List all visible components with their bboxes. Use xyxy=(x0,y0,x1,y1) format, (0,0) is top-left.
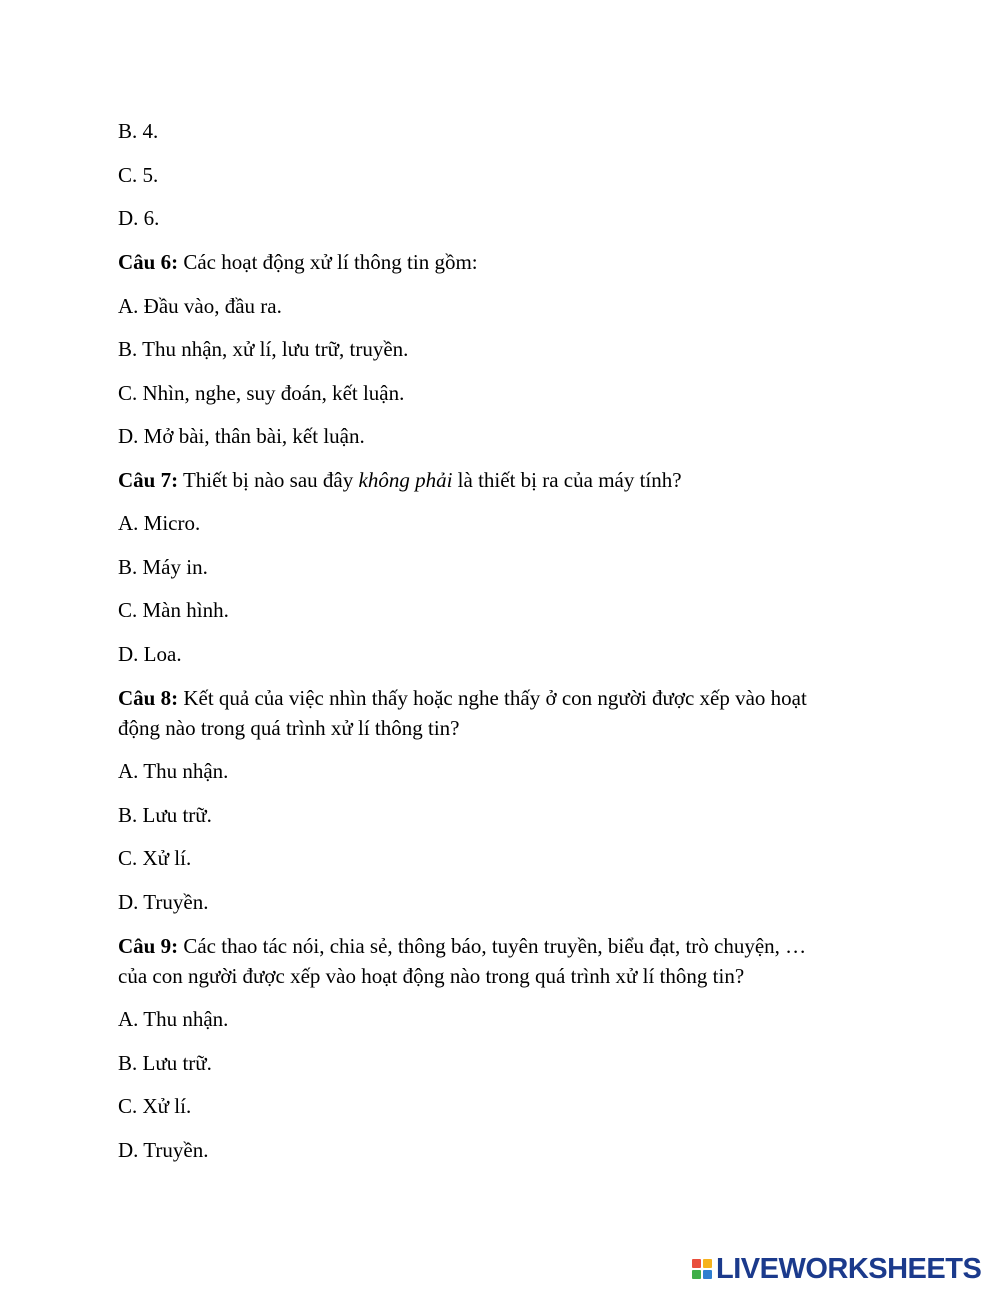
liveworksheets-logo xyxy=(692,1252,981,1286)
q6-label: Câu 6: xyxy=(118,250,179,274)
q6-option-a: A. Đầu vào, đầu ra. xyxy=(118,294,282,318)
q7-option-d: D. Loa. xyxy=(118,642,182,666)
q9-text-line1: Các thao tác nói, chia sẻ, thông báo, tuyên truyền, biểu đạt, trò chuyện, … xyxy=(178,934,807,958)
q6-text: Các hoạt động xử lí thông tin gồm: xyxy=(178,250,478,274)
q5-option-d: D. 6. xyxy=(118,206,160,230)
liveworksheets-logo-text: LIVEWORKSHEETS xyxy=(716,1253,982,1285)
q9-question-line1 xyxy=(118,931,806,961)
q9-label: Câu 9: xyxy=(118,934,179,958)
q9-option-c: C. Xử lí. xyxy=(118,1094,192,1118)
q6-option-d: D. Mở bài, thân bài, kết luận. xyxy=(118,424,365,448)
q6-option-b: B. Thu nhận, xử lí, lưu trữ, truyền. xyxy=(118,337,409,361)
q7-text-before: Thiết bị nào sau đây xyxy=(178,468,359,492)
q6-option-c: C. Nhìn, nghe, suy đoán, kết luận. xyxy=(118,381,405,405)
logo-square-blue xyxy=(703,1270,712,1279)
q8-option-a: A. Thu nhận. xyxy=(118,759,229,783)
q7-label: Câu 7: xyxy=(118,468,179,492)
logo-square-green xyxy=(692,1270,701,1279)
q8-question-line1 xyxy=(118,683,807,713)
logo-square-yellow xyxy=(703,1259,712,1268)
q7-option-c: C. Màn hình. xyxy=(118,598,229,622)
q8-question-line2: động nào trong quá trình xử lí thông tin? xyxy=(118,716,460,740)
q8-option-c: C. Xử lí. xyxy=(118,846,192,870)
q7-question xyxy=(118,465,682,495)
q7-text-after: là thiết bị ra của máy tính? xyxy=(452,468,682,492)
q8-option-b: B. Lưu trữ. xyxy=(118,803,212,827)
liveworksheets-logo-icon xyxy=(692,1259,712,1279)
q9-option-a: A. Thu nhận. xyxy=(118,1007,229,1031)
q7-text-emphasis: không phải xyxy=(358,468,453,492)
q5-option-b: B. 4. xyxy=(118,119,159,143)
q7-option-b: B. Máy in. xyxy=(118,555,208,579)
logo-square-red xyxy=(692,1259,701,1268)
q9-option-b: B. Lưu trữ. xyxy=(118,1051,212,1075)
q7-option-a: A. Micro. xyxy=(118,511,201,535)
q8-label: Câu 8: xyxy=(118,686,179,710)
q6-question xyxy=(118,247,478,277)
q8-option-d: D. Truyền. xyxy=(118,890,209,914)
q9-option-d: D. Truyền. xyxy=(118,1138,209,1162)
q9-question-line2: của con người được xếp vào hoạt động nào trong quá trình xử lí thông tin? xyxy=(118,964,745,988)
q8-text-line1: Kết quả của việc nhìn thấy hoặc nghe thấy ở con người được xếp vào hoạt xyxy=(178,686,807,710)
q5-option-c: C. 5. xyxy=(118,163,159,187)
